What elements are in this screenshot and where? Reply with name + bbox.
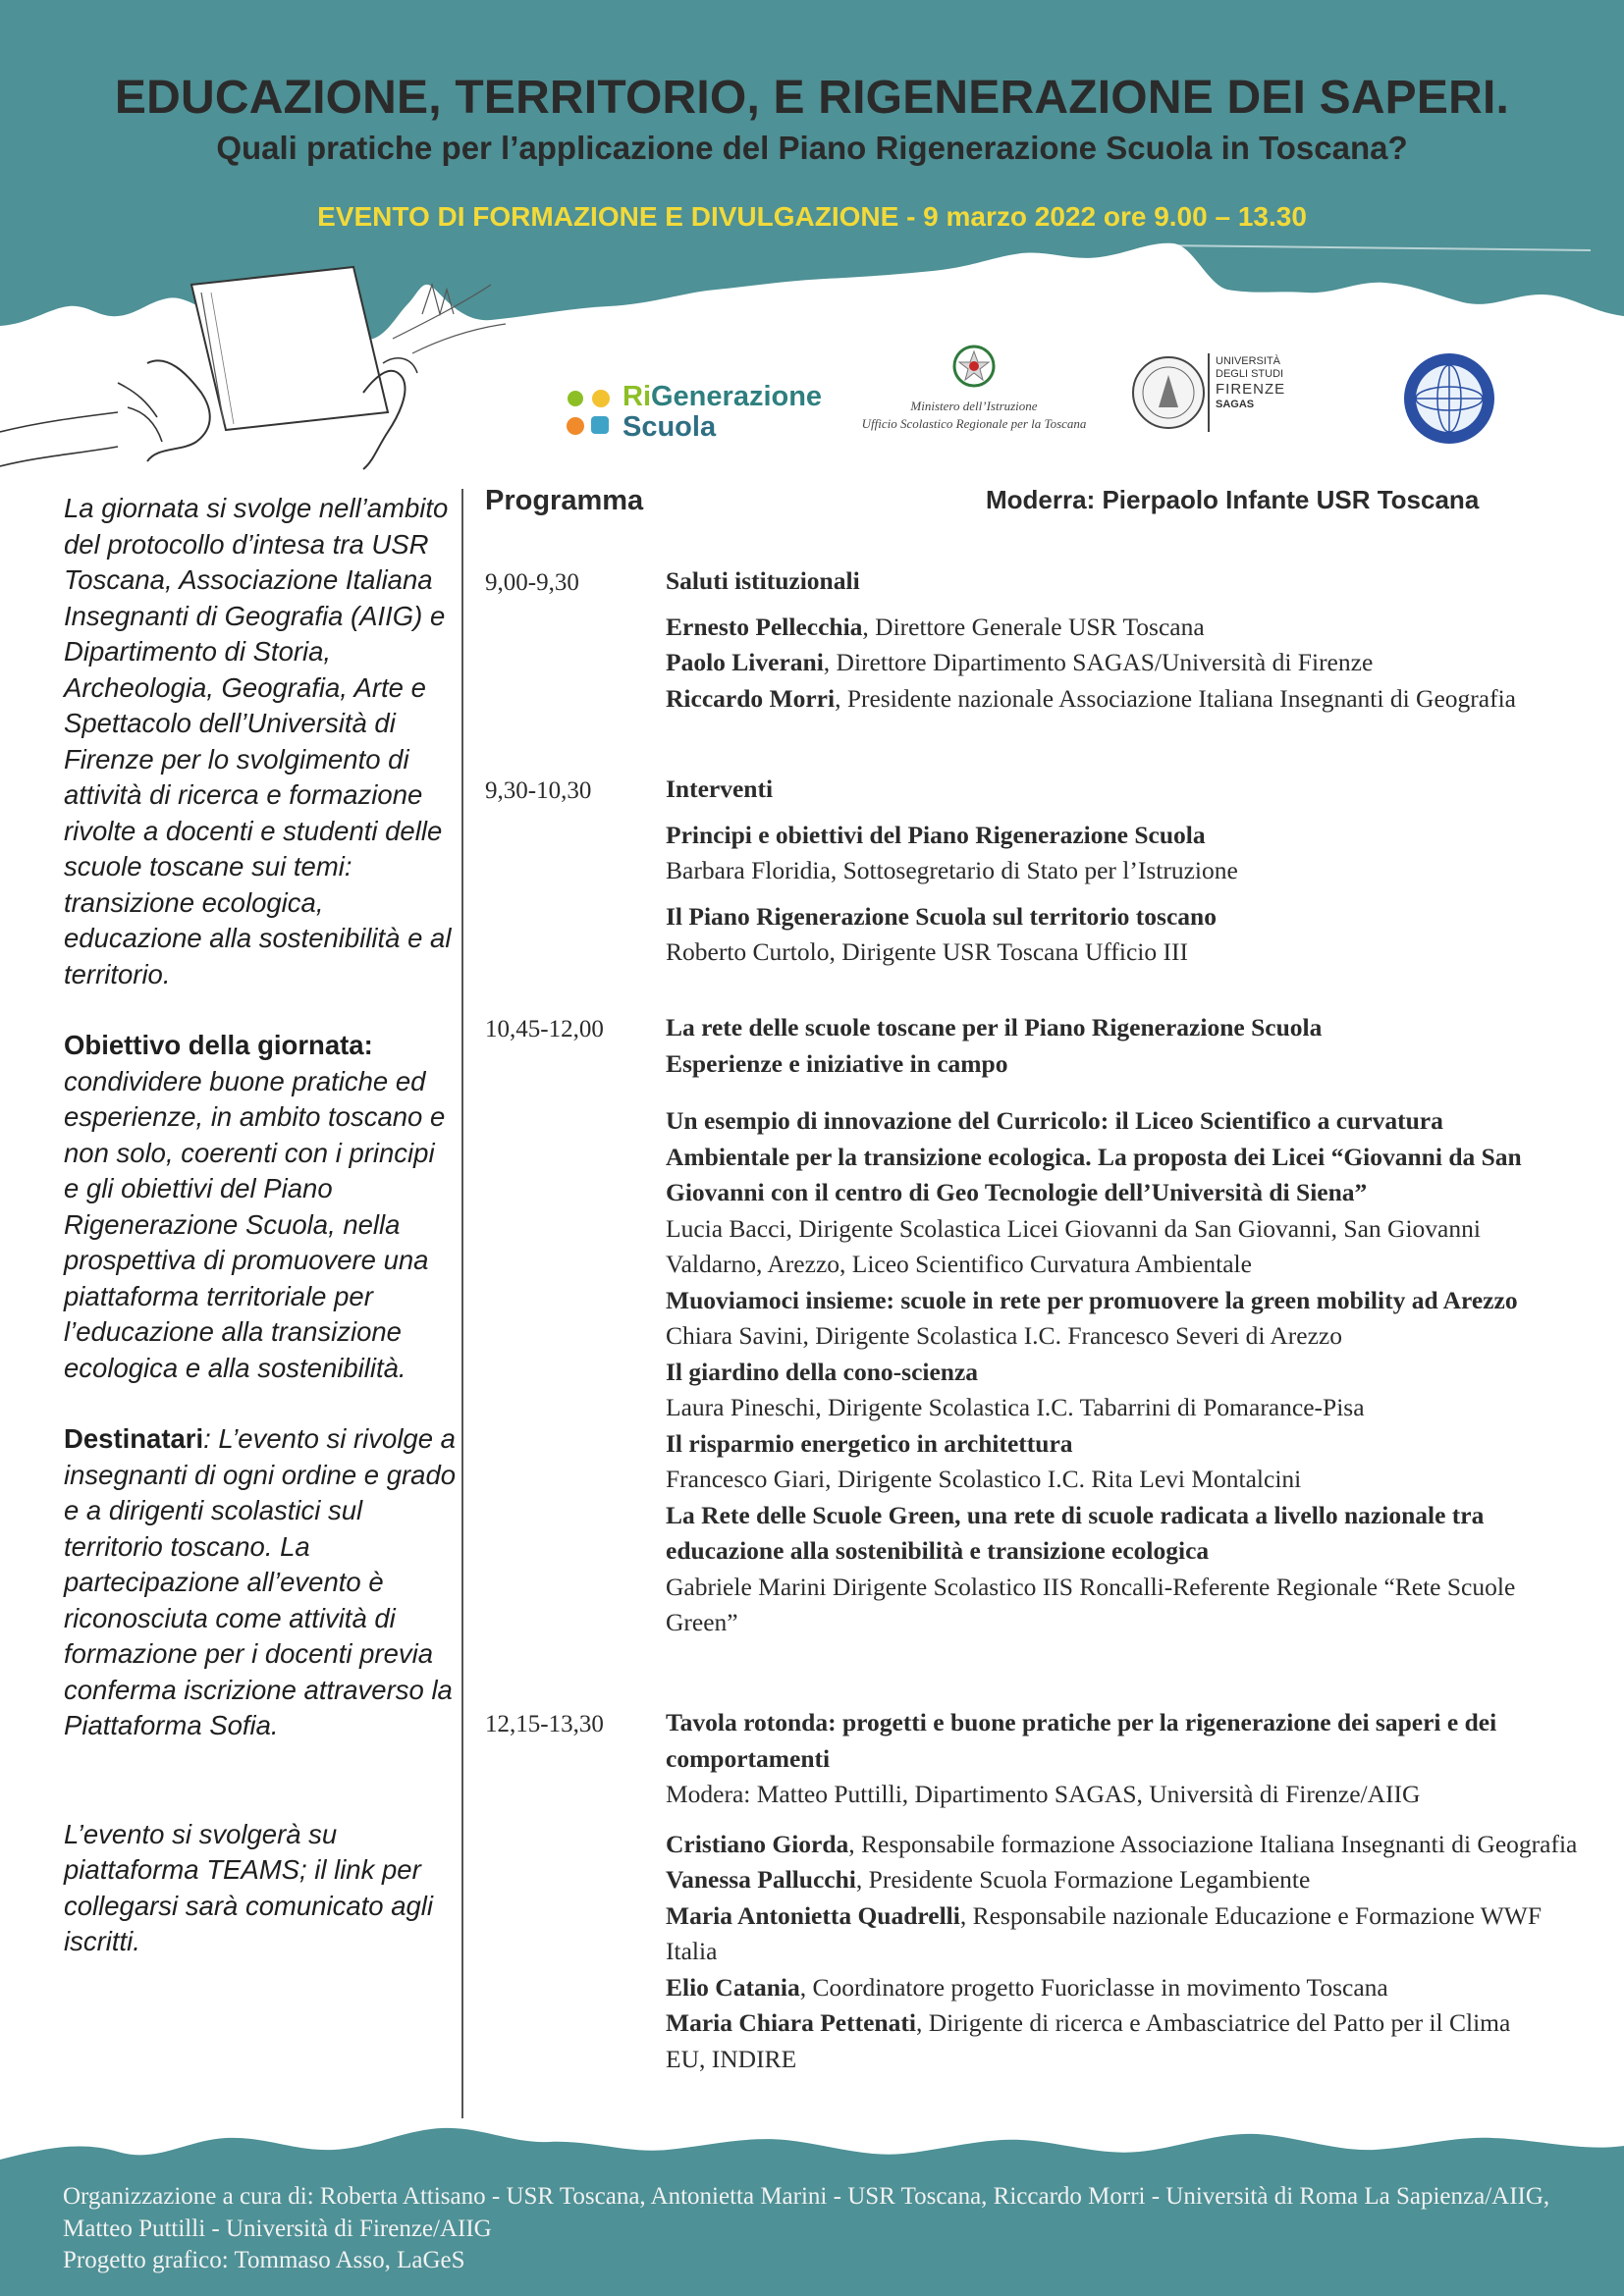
logo-word-prefix: Ri — [623, 381, 651, 412]
talk-title: Il Piano Rigenerazione Scuola sul territorio toscano — [666, 901, 1217, 931]
session-block — [666, 772, 1589, 971]
speaker-role: , Presidente nazionale Associazione Italiana Insegnanti di Geografia — [835, 683, 1516, 713]
aiig-globe-icon — [1402, 351, 1496, 446]
talk-title: La Rete delle Scuole Green, una rete di scuole radicata a livello nazionale tra educazione alla sostenibilità e transizione ecologica — [666, 1500, 1485, 1565]
objective-text: condividere buone pratiche ed esperienze, in ambito toscano e non solo, coerenti con i principi e gli obiettivi del Piano Rigenerazione Scuola, nella prospettiva di promuovere una piattaforma territoriale per l’educazione alla transizione ecologica e alla sostenibilità. — [64, 1065, 446, 1383]
speaker-name: Paolo Liverani — [666, 648, 824, 676]
unifi-line1: UNIVERSITÀ — [1216, 355, 1281, 367]
unifi-line2: DEGLI STUDI — [1216, 368, 1284, 381]
speaker-role: , Dirigente di ricerca e Ambasciatrice del Patto per il Clima EU, INDIRE — [666, 2008, 1511, 2073]
speaker-role: , Direttore Generale USR Toscana — [862, 612, 1205, 641]
logo-word-rest: Generazione — [651, 381, 823, 412]
talk-title: Il risparmio energetico in architettura — [666, 1428, 1073, 1458]
speaker-name: Maria Antonietta Quadrelli — [666, 1900, 960, 1930]
rigenerazione-scuola-logo — [562, 381, 856, 446]
speaker-name: Cristiano Giorda — [666, 1829, 849, 1858]
talk-speaker: Lucia Bacci, Dirigente Scolastica Licei Giovanni da San Giovanni, San Giovanni Valdarno, Arezzo, Liceo Scientifico Curvatura Ambientale — [666, 1213, 1481, 1278]
session-title: Interventi — [666, 774, 774, 803]
flower-icon — [562, 385, 619, 442]
session-time: 10,45-12,00 — [485, 1016, 604, 1042]
speaker-role: , Responsabile nazionale Educazione e Formazione WWF Italia — [666, 1900, 1543, 1965]
speaker-name: Ernesto Pellecchia — [666, 612, 863, 641]
sidebar-intro: La giornata si svolge nell’ambito del protocollo d’intesa tra USR Toscana, Associazione Italiana Insegnanti di Geografia (AIIG) e Dipartimento di Storia, Archeologia, Geografia, Arte e Spettacolo dell’Università di Firenze per lo svolgimento di attività di ricerca e formazione rivolte a docenti e studenti delle scuole toscane sui temi: transizione ecologica, educazione alla sostenibilità e al territorio. — [64, 493, 452, 989]
speaker-role: , Presidente Scuola Formazione Legambiente — [855, 1865, 1311, 1894]
talk-title: Il giardino della cono-scienza — [666, 1357, 979, 1386]
footer-credits — [63, 2181, 1595, 2277]
talk-speaker: Laura Pineschi, Dirigente Scolastica I.C. Tabarrini di Pomarance-Pisa — [666, 1393, 1365, 1421]
hands-sketch-illustration — [0, 245, 511, 471]
sidebar — [64, 491, 457, 1960]
speaker-name: Maria Chiara Pettenati — [666, 2008, 916, 2037]
speaker-name: Vanessa Pallucchi — [666, 1865, 856, 1894]
unifi-seal-icon — [1129, 353, 1208, 432]
program-moderator: Moderra: Pierpaolo Infante USR Toscana — [986, 485, 1480, 514]
audience-text: : L’evento si rivolge a insegnanti di ogni ordine e grado e a dirigenti scolastici sul territorio toscano. La partecipazione all’evento è riconosciuta come attività di formazione per i docenti previa conferma iscrizione attraverso la Piattaforma Sofia. — [64, 1423, 457, 1740]
platform-text: L’evento si svolgerà su piattaforma TEAMS; il link per collegarsi sarà comunicato agli iscritti. — [64, 1818, 434, 1956]
footer-graphic-design: Progetto grafico: Tommaso Asso, LaGeS — [63, 2247, 465, 2273]
republic-emblem-icon — [951, 344, 997, 389]
objective-heading: Obiettivo della giornata: — [64, 1030, 373, 1060]
session-time: 9,00-9,30 — [485, 569, 579, 596]
talk-title: Muoviamoci insieme: scuole in rete per promuovere la green mobility ad Arezzo — [666, 1285, 1518, 1314]
talk-title: Un esempio di innovazione del Curricolo: il Liceo Scientifico a curvatura Ambientale per la transizione ecologica. La proposta dei Licei “Giovanni da San Giovanni con il centro di Geo Tecnologie dell’Università di Siena” — [666, 1106, 1522, 1206]
ministero-line1: Ministero dell’Istruzione — [910, 399, 1038, 413]
talk-speaker: Barbara Floridia, Sottosegretario di Stato per l’Istruzione — [666, 856, 1238, 884]
session-subtitle: Esperienze e iniziative in campo — [666, 1048, 1008, 1078]
session-block — [666, 563, 1589, 717]
talk-speaker: Chiara Savini, Dirigente Scolastica I.C. Francesco Severi di Arezzo — [666, 1321, 1342, 1350]
footer-organizers: Organizzazione a cura di: Roberta Attisano - USR Toscana, Antonietta Marini - USR Toscana, Riccardo Morri - Università di Roma La Sapienza/AIIG, Matteo Puttilli - Università di Firenze/AIIG — [63, 2183, 1550, 2242]
talk-speaker: Roberto Curtolo, Dirigente USR Toscana Ufficio III — [666, 937, 1188, 966]
speaker-name: Riccardo Morri — [666, 683, 836, 713]
session-title: Tavola rotonda: progetti e buone pratiche per la rigenerazione dei saperi e dei comportamenti — [666, 1708, 1497, 1773]
event-date-line: EVENTO DI FORMAZIONE E DIVULGAZIONE - 9 marzo 2022 ore 9.00 – 13.30 — [317, 201, 1307, 232]
session-block — [666, 1010, 1589, 1641]
column-divider — [461, 489, 463, 2118]
session-moderator: Modera: Matteo Puttilli, Dipartimento SAGAS, Università di Firenze/AIIG — [666, 1780, 1421, 1808]
speaker-role: , Direttore Dipartimento SAGAS/Università di Firenze — [823, 648, 1374, 676]
unifi-line4: SAGAS — [1216, 399, 1255, 411]
session-title: Saluti istituzionali — [666, 566, 860, 595]
session-time: 9,30-10,30 — [485, 777, 592, 804]
ministero-line2: Ufficio Scolastico Regionale per la Toscana — [861, 415, 1087, 431]
logo-word-scuola: Scuola — [623, 411, 717, 443]
speaker-role: , Coordinatore progetto Fuoriclasse in movimento Toscana — [799, 1972, 1388, 2002]
talk-speaker: Gabriele Marini Dirigente Scolastico IIS Roncalli-Referente Regionale “Rete Scuole Green” — [666, 1572, 1516, 1636]
speaker-role: , Responsabile formazione Associazione Italiana Insegnanti di Geografia — [848, 1829, 1578, 1858]
ministero-logo — [846, 344, 1102, 442]
session-block — [666, 1705, 1589, 2077]
speaker-name: Elio Catania — [666, 1972, 800, 2002]
unifi-line3: FIRENZE — [1216, 381, 1286, 399]
session-title: La rete delle scuole toscane per il Piano Rigenerazione Scuola — [666, 1013, 1323, 1041]
talk-speaker: Francesco Giari, Dirigente Scolastico I.C. Rita Levi Montalcini — [666, 1465, 1302, 1493]
audience-heading: Destinatari — [64, 1423, 204, 1454]
event-subtitle: Quali pratiche per l’applicazione del Piano Rigenerazione Scuola in Toscana? — [216, 130, 1408, 166]
session-time: 12,15-13,30 — [485, 1711, 604, 1737]
talk-title: Principi e obiettivi del Piano Rigenerazione Scuola — [666, 820, 1206, 849]
unifi-logo — [1129, 349, 1321, 442]
event-title: EDUCAZIONE, TERRITORIO, E RIGENERAZIONE DEI SAPERI. — [114, 72, 1510, 124]
program-heading: Programma — [485, 485, 644, 516]
